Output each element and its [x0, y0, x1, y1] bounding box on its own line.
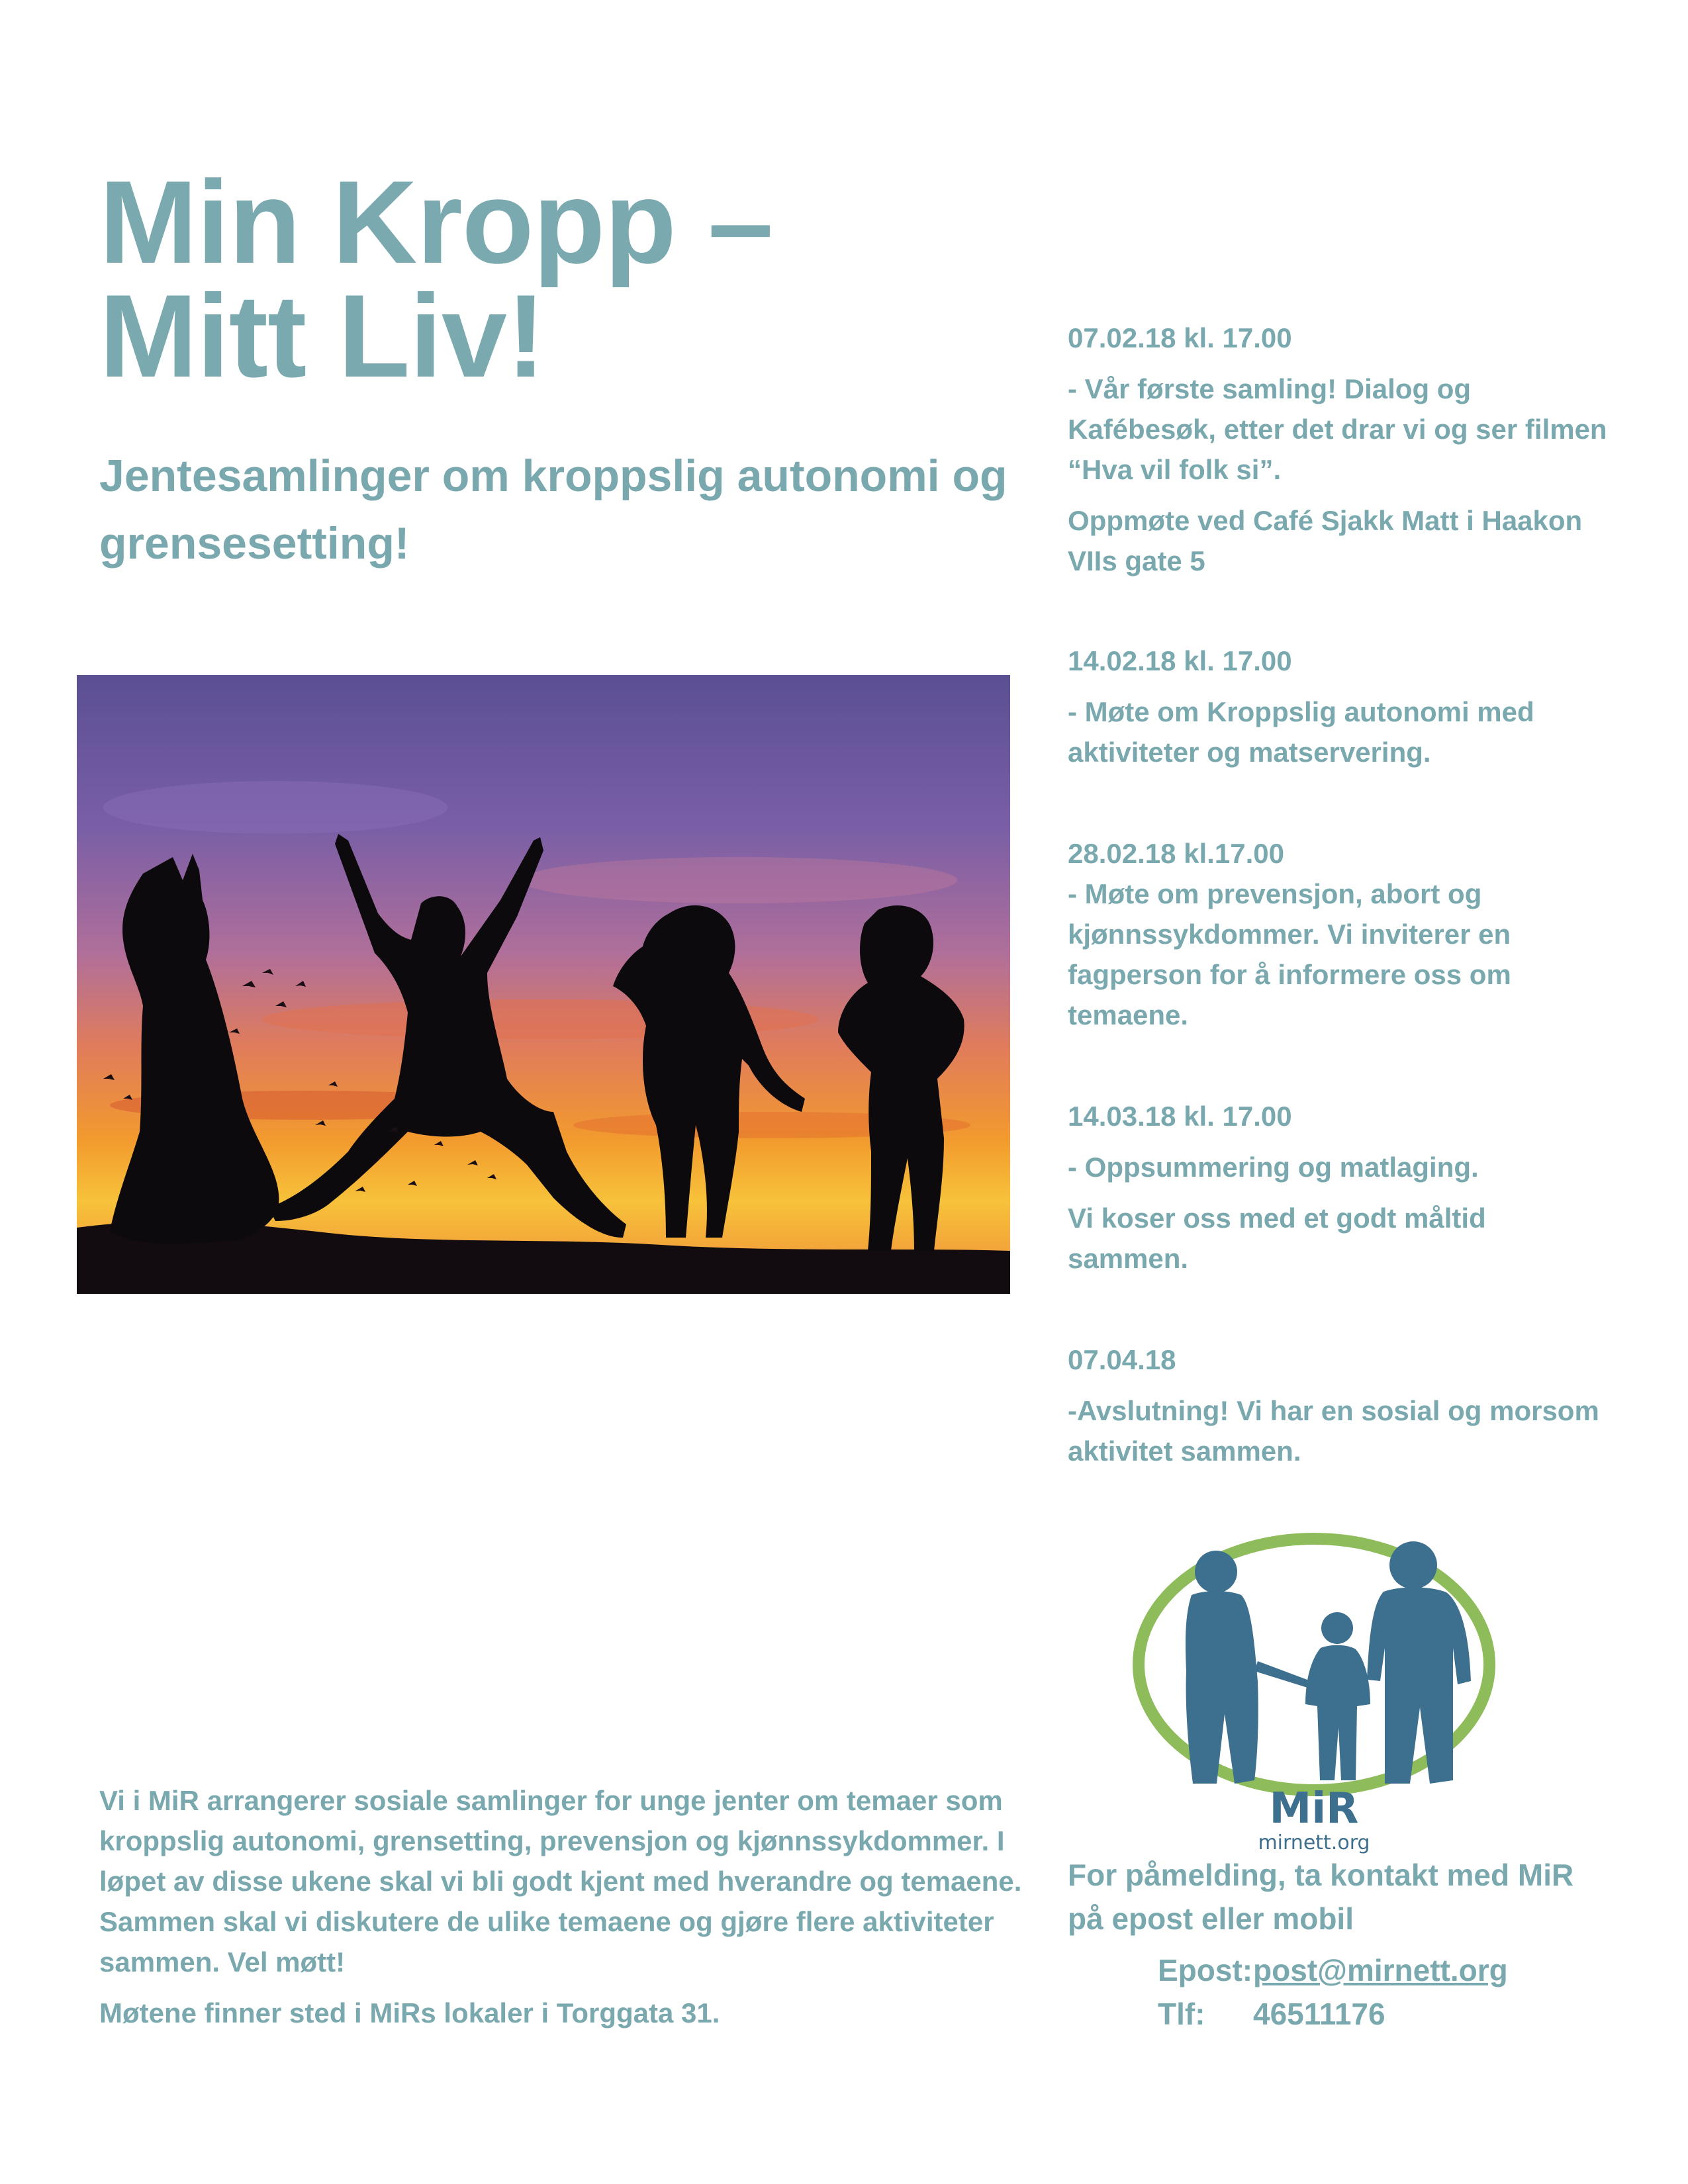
intro-text: [99, 1780, 1039, 2033]
event-description: - Møte om prevensjon, abort og kjønnssykdommer. Vi inviterer en fagperson for å informere oss om temaene.: [1068, 878, 1511, 1030]
page-title: [99, 156, 960, 402]
mir-logo: [1119, 1529, 1509, 1860]
phone-row: [1158, 1992, 1611, 2036]
contact-section: [1068, 1853, 1611, 2036]
event-date: 28.02.18 kl.17.00: [1068, 838, 1284, 869]
event-date: 07.04.18: [1068, 1344, 1176, 1375]
sunset-silhouettes-illustration: [77, 675, 1010, 1294]
event-description: - Vår første samling! Dialog og Kafébesøk, etter det drar vi og ser filmen “Hva vil folk si”.: [1068, 373, 1607, 485]
event-description: - Oppsummering og matlaging.: [1068, 1152, 1479, 1183]
meeting-location: Møtene finner sted i MiRs lokaler i Torggata 31.: [99, 1997, 720, 2028]
event-description: - Møte om Kroppslig autonomi med aktiviteter og matservering.: [1068, 696, 1534, 768]
event-5: [1068, 1340, 1611, 1471]
phone-number: 46511176: [1253, 1997, 1385, 2031]
email-label: Epost:: [1158, 1953, 1253, 1987]
sunset-silhouettes-photo: [77, 675, 1010, 1294]
page-subtitle: Jentesamlinger om kroppslig autonomi og grensesetting!: [99, 451, 1008, 569]
phone-label: Tlf:: [1158, 1997, 1205, 2031]
title-line-1: Min Kropp –: [99, 156, 773, 288]
mir-logo-text: MiR: [1269, 1784, 1359, 1833]
event-note: Vi koser oss med et godt måltid sammen.: [1068, 1203, 1486, 1274]
event-3: [1068, 833, 1611, 1035]
event-2: [1068, 641, 1611, 772]
title-line-2: Mitt Liv!: [99, 270, 545, 402]
contact-intro: For påmelding, ta kontakt med MiR på epost eller mobil: [1068, 1858, 1574, 1936]
event-location: Oppmøte ved Café Sjakk Matt i Haakon VIIs gate 5: [1068, 505, 1583, 576]
event-date: 14.02.18 kl. 17.00: [1068, 645, 1292, 676]
event-date: 07.02.18 kl. 17.00: [1068, 322, 1292, 353]
event-4: [1068, 1096, 1611, 1279]
event-description: -Avslutning! Vi har en sosial og morsom aktivitet sammen.: [1068, 1395, 1599, 1467]
contact-details: [1158, 1948, 1611, 2036]
email-row: [1158, 1948, 1611, 1992]
email-link[interactable]: post@mirnett.org: [1253, 1953, 1508, 1987]
mir-logo-url: mirnett.org: [1258, 1831, 1370, 1854]
event-date: 14.03.18 kl. 17.00: [1068, 1101, 1292, 1132]
event-1: [1068, 318, 1611, 581]
schedule: [1068, 318, 1611, 1471]
intro-paragraph: Vi i MiR arrangerer sosiale samlinger for unge jenter om temaer som kroppslig autonomi, grensetting, prevensjon og kjønnssykdommer. I løpet av disse ukene skal vi bli godt kjent med hverandre og temaene. Sammen skal vi diskutere de ulike temaene og gjøre flere aktiviteter sammen. Vel møtt!: [99, 1785, 1022, 1978]
